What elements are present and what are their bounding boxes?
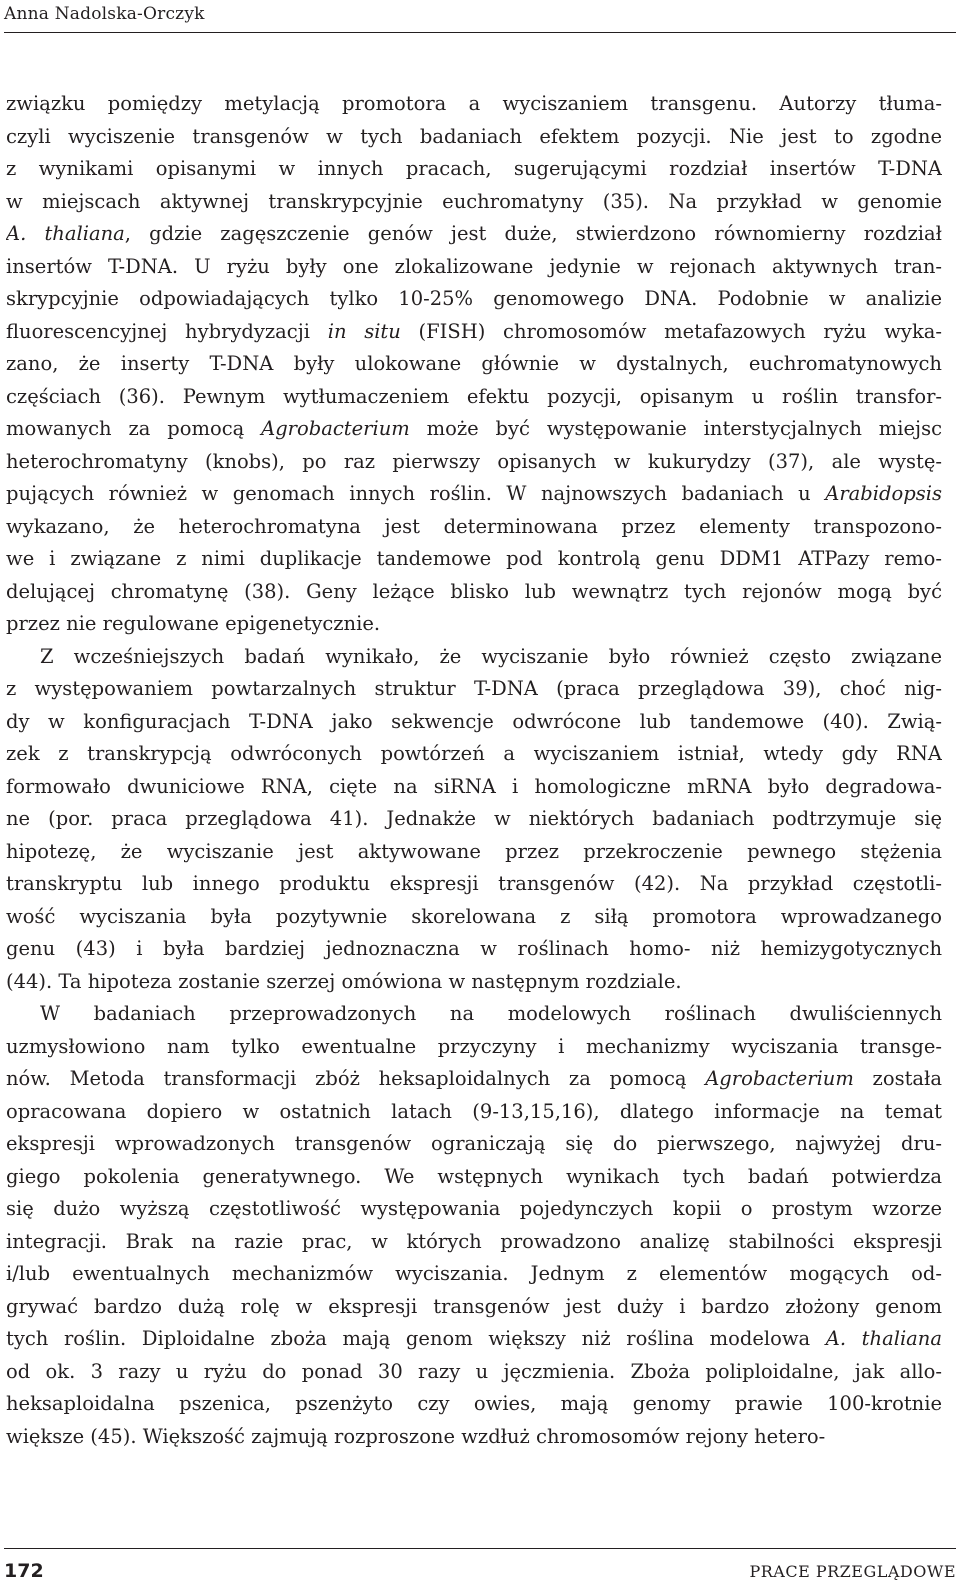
text-line: hipotezę, że wyciszanie jest aktywowane przez przekroczenie pewnego stężenia [6, 839, 942, 863]
text-line: przez nie regulowane epigenetycznie. [6, 612, 381, 635]
text-segment: została [853, 1067, 942, 1090]
body-text [6, 88, 942, 1453]
text-line: heksaploidalna pszenica, pszenżyto czy owies, mają genomy prawie 100-krotnie [6, 1392, 942, 1415]
italic-term: in situ [327, 319, 401, 343]
text-segment: fluorescencyjnej hybrydyzacji [6, 319, 328, 343]
text-line: zek z transkrypcją odwróconych powtórzeń a wyciszaniem istniał, wtedy gdy RNA [6, 742, 942, 765]
text-line: wykazano, że heterochromatyna jest determinowana przez elementy transpozono- [6, 514, 942, 538]
text-line: heterochromatyny (knobs), po raz pierwszy opisanych w kukurydzy (37), ale wystę- [6, 449, 942, 473]
text-line: insertów T-DNA. U ryżu były one zlokalizowane jedynie w rejonach aktywnych tran- [6, 254, 942, 278]
italic-term: Arabidopsis [825, 482, 942, 505]
text-line: zano, że inserty T-DNA były ulokowane głównie w dystalnych, euchromatynowych [6, 352, 942, 375]
text-line: dy w konfiguracjach T-DNA jako sekwencje odwrócone lub tandemowe (40). Zwią- [6, 709, 942, 733]
text-line: we i związane z nimi duplikacje tandemowe pod kontrolą genu DDM1 ATPazy remo- [6, 547, 942, 570]
text-line [6, 478, 942, 511]
text-line: z występowaniem powtarzalnych struktur T-DNA (praca przeglądowa 39), choć nig- [6, 677, 942, 700]
text-segment: pujących również w genomach innych roślin. W najnowszych badaniach u [6, 482, 826, 505]
text-line: i/lub ewentualnych mechanizmów wyciszania. Jednym z elementów mogących od- [6, 1262, 942, 1285]
italic-term: A. thaliana [825, 1327, 942, 1350]
text-line: W badaniach przeprowadzonych na modelowych roślinach dwuliściennych [40, 1002, 942, 1025]
text-line: giego pokolenia generatywnego. We wstępnych wynikach tych badań potwierdza [6, 1164, 942, 1188]
text-line: związku pomiędzy metylacją promotora a wyciszaniem transgenu. Autorzy tłuma- [6, 92, 942, 115]
text-segment: może być występowanie interstycjalnych miejsc [409, 417, 942, 440]
text-segment: mowanych za pomocą [6, 417, 262, 440]
text-line: formowało dwuniciowe RNA, cięte na siRNA i homologiczne mRNA było degradowa- [6, 774, 942, 798]
text-segment: , gdzie zagęszczenie genów jest duże, stwierdzono równomierny rozdział [124, 222, 942, 245]
running-head: Anna Nadolska-Orczyk [4, 4, 205, 24]
text-line: się dużo wyższą częstotliwość występowania pojedynczych kopii o prostym wzorze [6, 1197, 942, 1220]
text-line: z wynikami opisanymi w innych pracach, sugerującymi rozdział insertów T-DNA [6, 157, 942, 180]
text-line: grywać bardzo dużą rolę w ekspresji transgenów jest duży i bardzo złożony genom [6, 1294, 942, 1318]
paragraph-1 [6, 88, 942, 641]
text-line: wość wyciszania była pozytywnie skorelowana z siłą promotora wprowadzanego [6, 904, 942, 928]
paragraph-3 [6, 998, 942, 1453]
text-line [6, 218, 942, 251]
italic-term: Agrobacterium [261, 417, 410, 440]
text-line: (44). Ta hipoteza zostanie szerzej omówiona w następnym rozdziale. [6, 969, 682, 993]
text-line: w miejscach aktywnej transkrypcyjnie euchromatyny (35). Na przykład w genomie [6, 189, 942, 213]
text-segment: nów. Metoda transformacji zbóż heksaploidalnych za pomocą [6, 1067, 706, 1090]
text-segment: tych roślin. Diploidalne zboża mają genom większy niż roślina modelowa [6, 1327, 826, 1350]
text-line: transkryptu lub innego produktu ekspresji transgenów (42). Na przykład częstotli- [6, 872, 942, 895]
journal-name: PRACE PRZEGLĄDOWE [749, 1562, 956, 1581]
text-line [6, 413, 942, 446]
text-line: od ok. 3 razy u ryżu do ponad 30 razy u jęczmienia. Zboża poliploidalne, jak allo- [6, 1359, 942, 1383]
text-line: czyli wyciszenie transgenów w tych badaniach efektem pozycji. Nie jest to zgodne [6, 124, 942, 148]
text-line: skrypcyjnie odpowiadających tylko 10-25% genomowego DNA. Podobnie w analizie [6, 287, 942, 310]
text-line: delującej chromatynę (38). Geny leżące blisko lub wewnątrz tych rejonów mogą być [6, 579, 942, 603]
text-line: uzmysłowiono nam tylko ewentualne przyczyny i mechanizmy wyciszania transge- [6, 1034, 942, 1058]
paragraph-2 [6, 641, 942, 999]
text-line: Z wcześniejszych badań wynikało, że wyciszanie było również często związane [40, 644, 942, 668]
text-line: integracji. Brak na razie prac, w których prowadzono analizę stabilności ekspresji [6, 1229, 942, 1253]
page-number: 172 [4, 1560, 44, 1582]
text-line: częściach (36). Pewnym wytłumaczeniem efektu pozycji, opisanym u roślin transfor- [6, 384, 942, 408]
text-line [6, 316, 942, 349]
text-line: większe (45). Większość zajmują rozproszone wzdłuż chromosomów rejony hetero- [6, 1424, 826, 1448]
text-line: opracowana dopiero w ostatnich latach (9-13,15,16), dlatego informacje na temat [6, 1099, 942, 1123]
footer-rule [4, 1548, 956, 1549]
text-line: genu (43) i była bardziej jednoznaczna w roślinach homo- niż hemizygotycznych [6, 937, 942, 960]
text-line [6, 1063, 942, 1096]
text-line [6, 1323, 942, 1356]
header-rule [4, 32, 956, 33]
text-segment: (FISH) chromosomów metafazowych ryżu wyka- [400, 319, 942, 343]
text-line: ne (por. praca przeglądowa 41). Jednakże w niektórych badaniach podtrzymuje się [6, 807, 942, 830]
italic-term: A. thaliana [6, 222, 125, 245]
text-line: ekspresji wprowadzonych transgenów ograniczają się do pierwszego, najwyżej dru- [6, 1132, 942, 1155]
italic-term: Agrobacterium [705, 1067, 854, 1090]
